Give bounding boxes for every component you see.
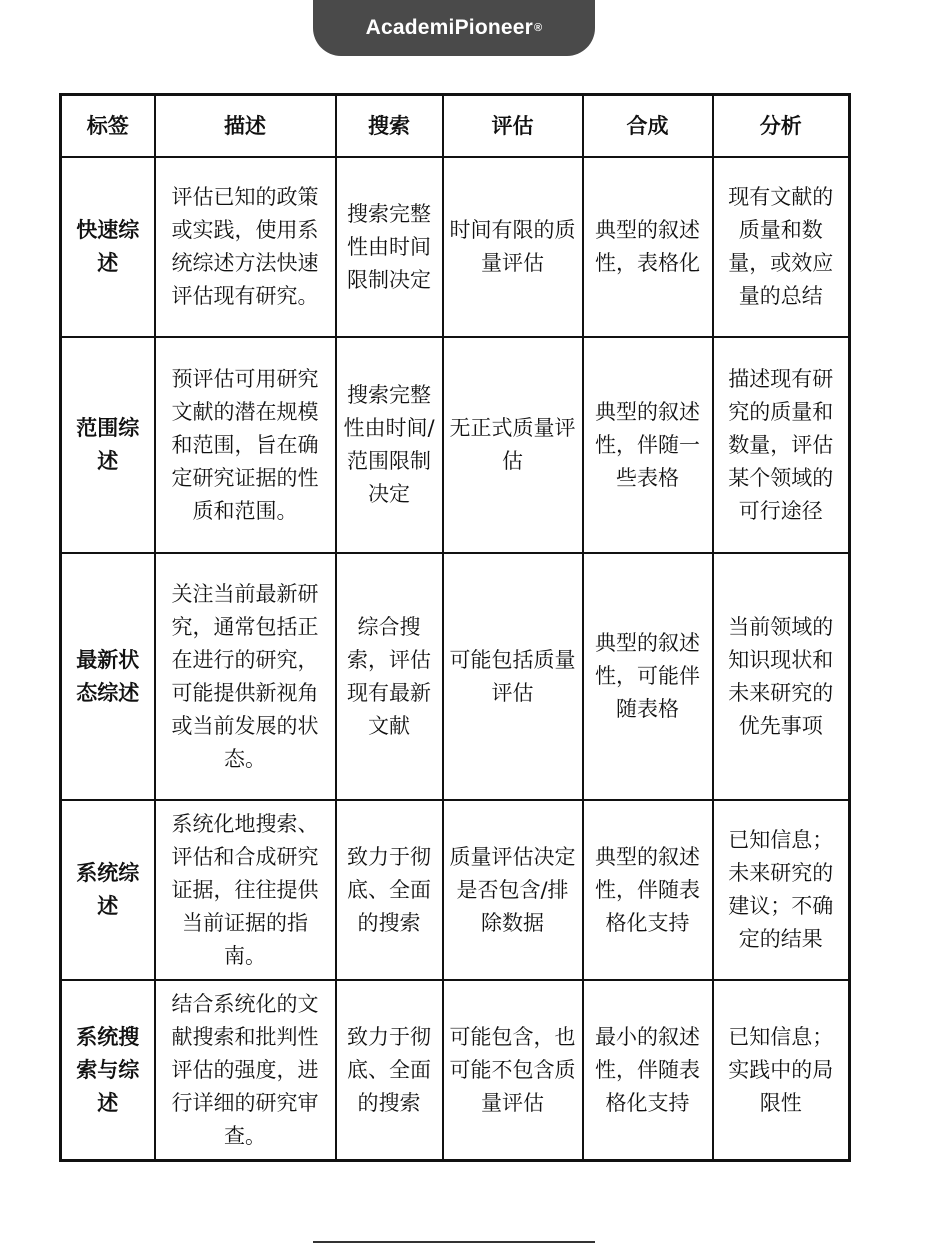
- row-analysis: 描述现有研究的质量和数量，评估某个领域的可行途径: [713, 337, 850, 553]
- table-row: [61, 980, 850, 1161]
- row-analysis: 当前领域的知识现状和未来研究的优先事项: [713, 553, 850, 800]
- row-label: 范围综述: [61, 337, 155, 553]
- table-row: [61, 337, 850, 553]
- brand-header-tab: [313, 0, 595, 56]
- row-analysis: 已知信息；实践中的局限性: [713, 980, 850, 1161]
- row-search: 致力于彻底、全面的搜索: [336, 800, 443, 980]
- row-label: 系统搜索与综述: [61, 980, 155, 1161]
- row-synthesis: 典型的叙述性，伴随表格化支持: [583, 800, 713, 980]
- header-synthesis: 合成: [583, 95, 713, 158]
- row-description: 预评估可用研究文献的潜在规模和范围，旨在确定研究证据的性质和范围。: [155, 337, 336, 553]
- row-description: 结合系统化的文献搜索和批判性评估的强度，进行详细的研究审查。: [155, 980, 336, 1161]
- row-label: 快速综述: [61, 157, 155, 337]
- row-appraisal: 无正式质量评估: [443, 337, 583, 553]
- table-row: [61, 553, 850, 800]
- row-analysis: 已知信息；未来研究的建议；不确定的结果: [713, 800, 850, 980]
- row-appraisal: 时间有限的质量评估: [443, 157, 583, 337]
- brand-name: AcademiPioneer: [365, 16, 534, 39]
- review-types-table: [59, 93, 851, 1162]
- header-appraisal: 评估: [443, 95, 583, 158]
- registered-mark: ®: [534, 22, 543, 34]
- review-types-table-container: [59, 93, 851, 1162]
- header-analysis: 分析: [713, 95, 850, 158]
- row-description: 关注当前最新研究，通常包括正在进行的研究，可能提供新视角或当前发展的状态。: [155, 553, 336, 800]
- row-synthesis: 典型的叙述性，伴随一些表格: [583, 337, 713, 553]
- row-search: 搜索完整性由时间/范围限制决定: [336, 337, 443, 553]
- header-description: 描述: [155, 95, 336, 158]
- row-synthesis: 典型的叙述性，表格化: [583, 157, 713, 337]
- row-appraisal: 可能包括质量评估: [443, 553, 583, 800]
- row-search: 搜索完整性由时间限制决定: [336, 157, 443, 337]
- row-appraisal: 质量评估决定是否包含/排除数据: [443, 800, 583, 980]
- row-synthesis: 典型的叙述性，可能伴随表格: [583, 553, 713, 800]
- header-label: 标签: [61, 95, 155, 158]
- table-header-row: [61, 95, 850, 158]
- row-search: 致力于彻底、全面的搜索: [336, 980, 443, 1161]
- row-search: 综合搜索，评估现有最新文献: [336, 553, 443, 800]
- row-synthesis: 最小的叙述性，伴随表格化支持: [583, 980, 713, 1161]
- row-label: 最新状态综述: [61, 553, 155, 800]
- row-appraisal: 可能包含，也可能不包含质量评估: [443, 980, 583, 1161]
- header-search: 搜索: [336, 95, 443, 158]
- bottom-divider: [313, 1241, 595, 1243]
- table-row: [61, 800, 850, 980]
- row-description: 评估已知的政策或实践，使用系统综述方法快速评估现有研究。: [155, 157, 336, 337]
- row-label: 系统综述: [61, 800, 155, 980]
- row-description: 系统化地搜索、评估和合成研究证据，往往提供当前证据的指南。: [155, 800, 336, 980]
- table-row: [61, 157, 850, 337]
- row-analysis: 现有文献的质量和数量，或效应量的总结: [713, 157, 850, 337]
